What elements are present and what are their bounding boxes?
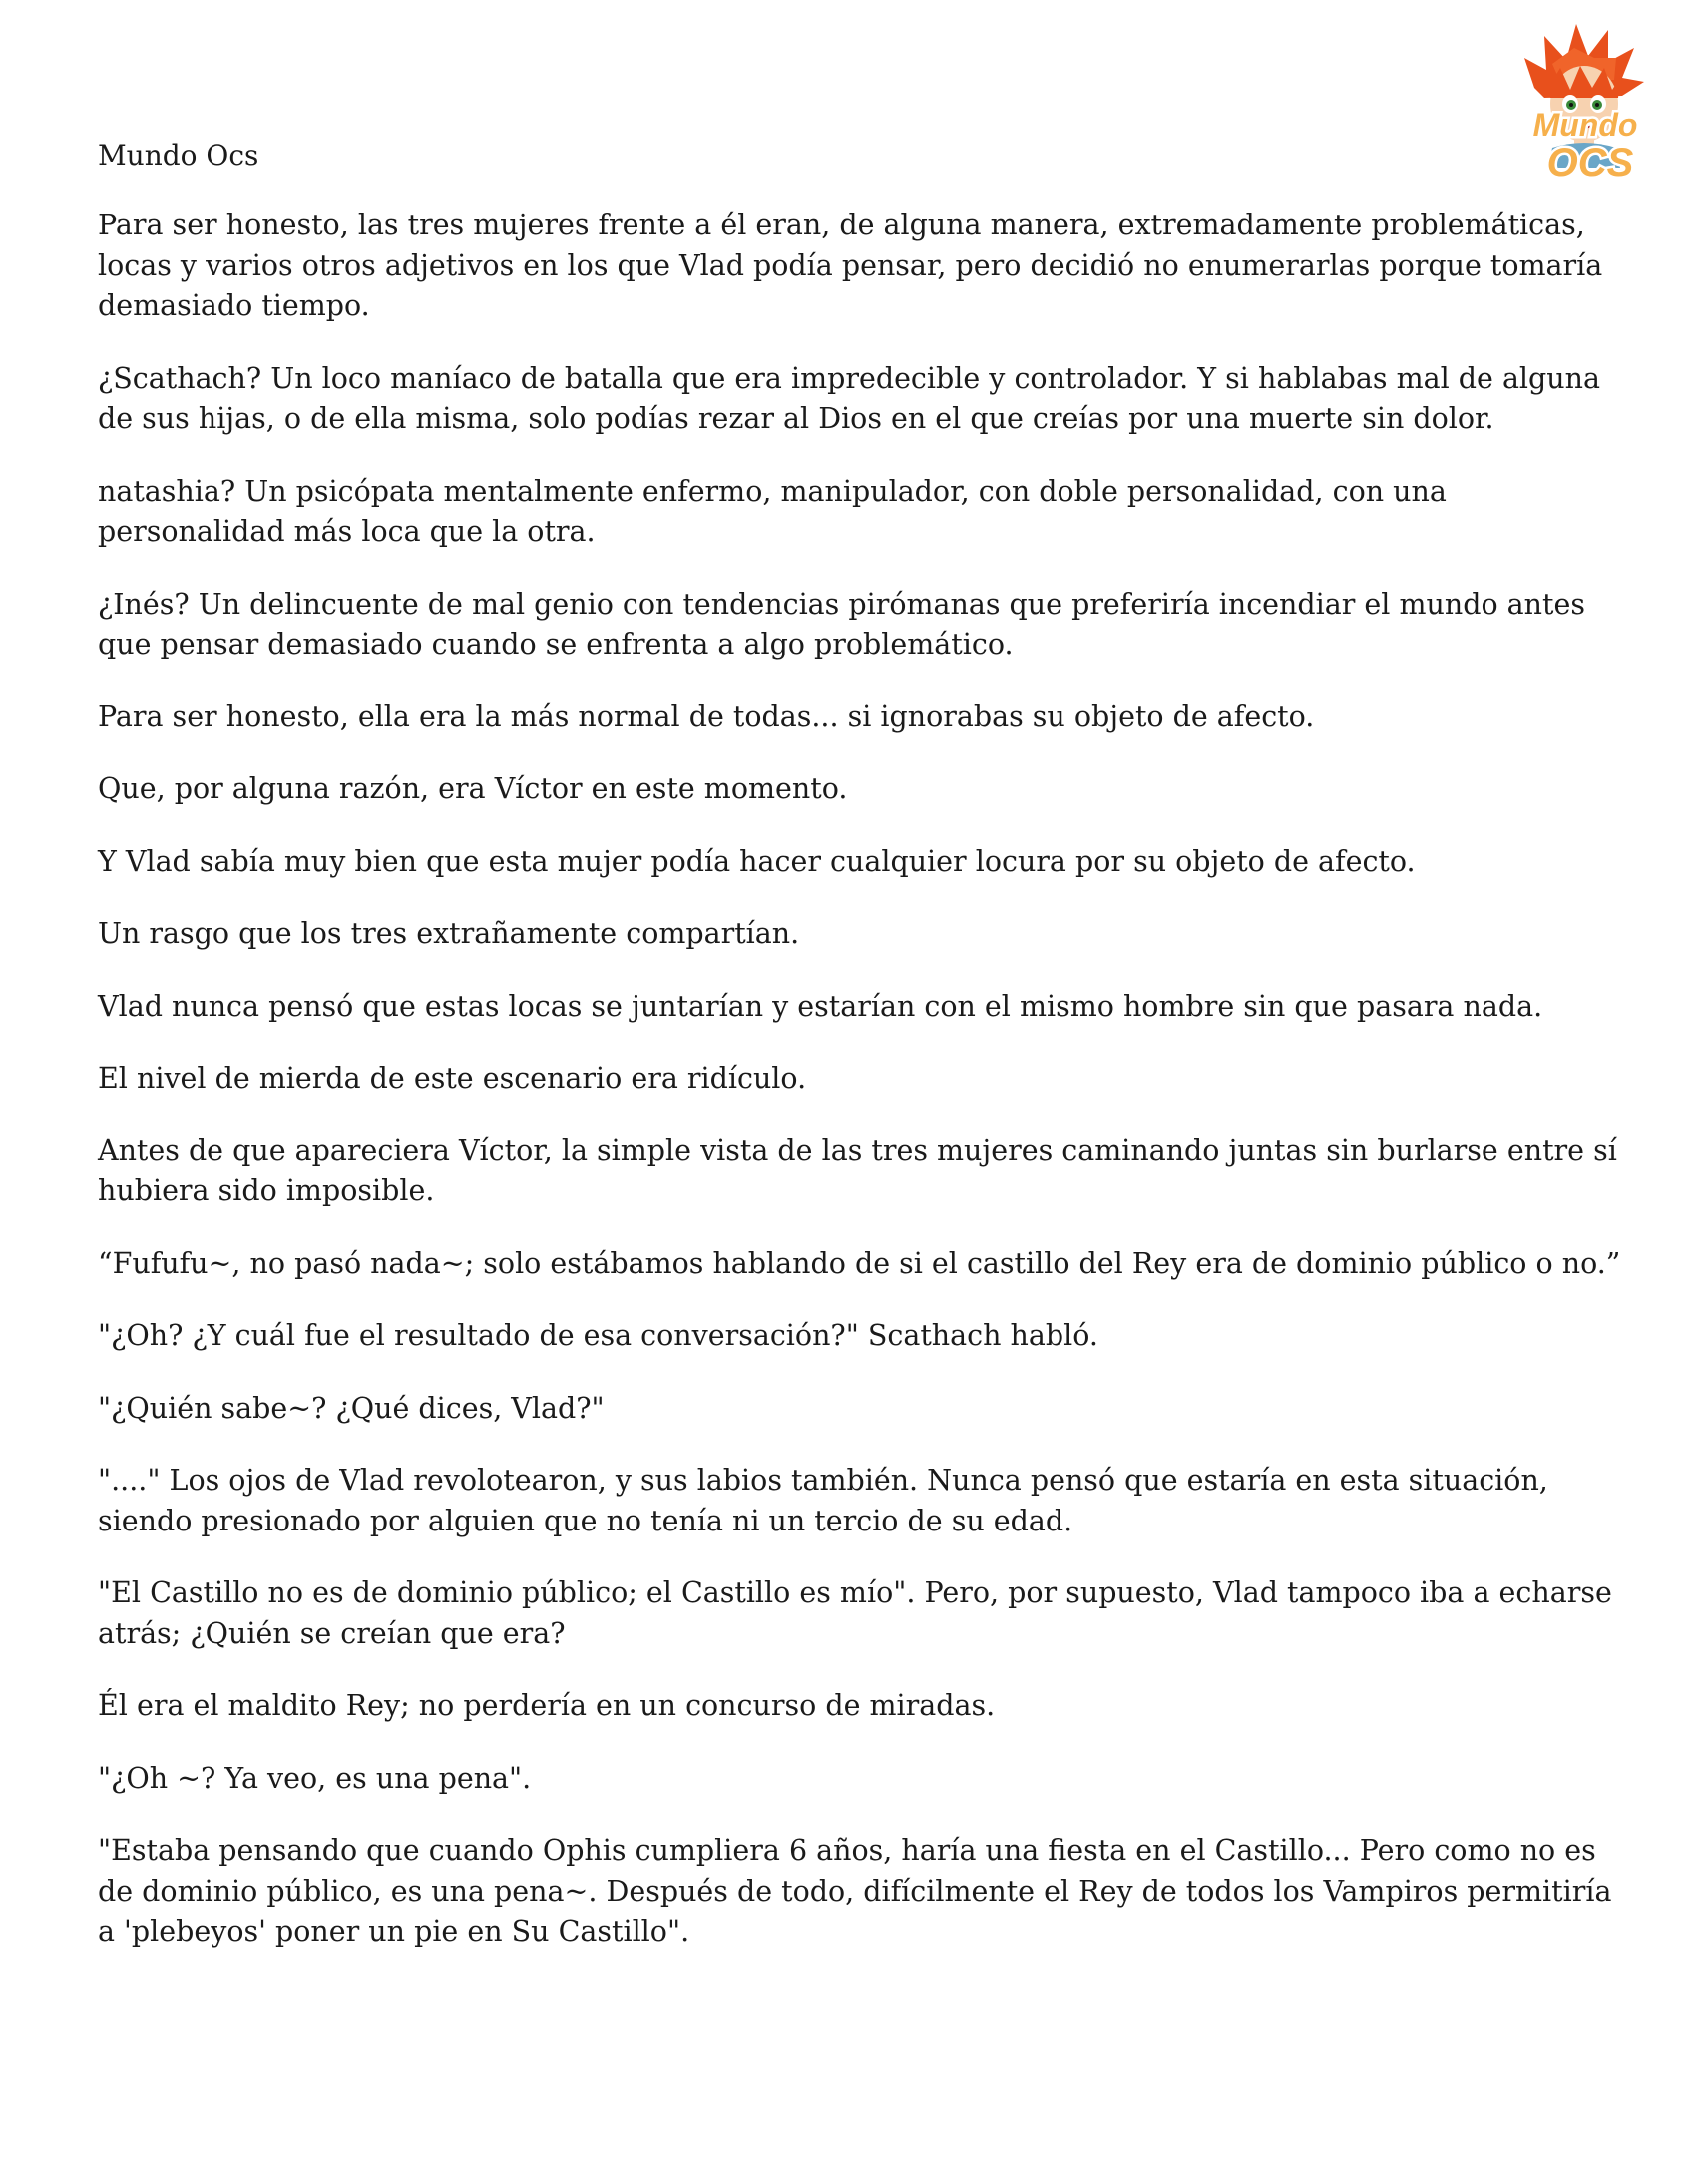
paragraph: "...." Los ojos de Vlad revolotearon, y sus labios también. Nunca pensó que estaría en esta situación, siendo presionado por alguien que no tenía ni un tercio de su edad. bbox=[98, 1464, 1548, 1537]
paragraph: "¿Quién sabe~? ¿Qué dices, Vlad?" bbox=[98, 1391, 605, 1425]
paragraph: “Fufufu~, no pasó nada~; solo estábamos hablando de si el castillo del Rey era de dominio público o no.” bbox=[98, 1246, 1621, 1280]
paragraph: Y Vlad sabía muy bien que esta mujer podía hacer cualquier locura por su objeto de afecto. bbox=[98, 844, 1416, 878]
paragraph: Un rasgo que los tres extrañamente compartían. bbox=[98, 917, 800, 950]
logo-text-line2: OCS bbox=[1546, 141, 1634, 185]
paragraph: ¿Scathach? Un loco maníaco de batalla que era impredecible y controlador. Y si hablabas mal de alguna de sus hijas, o de ella misma, solo podías rezar al Dios en el que creías por una muerte sin dolor. bbox=[98, 361, 1600, 435]
paragraph: ¿Inés? Un delincuente de mal genio con tendencias pirómanas que preferiría incendiar el mundo antes que pensar demasiado cuando se enfrenta a algo problemático. bbox=[98, 587, 1585, 660]
paragraph: El nivel de mierda de este escenario era ridículo. bbox=[98, 1062, 807, 1094]
paragraph: "Estaba pensando que cuando Ophis cumpliera 6 años, haría una fiesta en el Castillo... Pero como no es de dominio público, es una pena~. Después de todo, difícilmente el Rey de todos los Vampiros permitiría a 'plebeyos' poner un pie en Su Castillo". bbox=[98, 1834, 1612, 1948]
logo-text-line1: Mundo bbox=[1532, 107, 1638, 143]
paragraph: Vlad nunca pensó que estas locas se juntarían y estarían con el mismo hombre sin que pasara nada. bbox=[98, 989, 1543, 1023]
paragraph: Para ser honesto, ella era la más normal de todas... si ignorabas su objeto de afecto. bbox=[98, 699, 1315, 733]
body-text bbox=[98, 206, 1634, 1984]
site-logo bbox=[1504, 18, 1666, 188]
paragraph: natashia? Un psicópata mentalmente enfermo, manipulador, con doble personalidad, con una personalidad más loca que la otra. bbox=[98, 474, 1447, 548]
paragraph: "¿Oh? ¿Y cuál fue el resultado de esa conversación?" Scathach habló. bbox=[98, 1319, 1098, 1352]
site-name-header: Mundo Ocs bbox=[98, 139, 259, 172]
paragraph: Antes de que apareciera Víctor, la simple vista de las tres mujeres caminando juntas sin burlarse entre sí hubiera sido imposible. bbox=[98, 1133, 1617, 1207]
paragraph: "El Castillo no es de dominio público; el Castillo es mío". Pero, por supuesto, Vlad tampoco iba a echarse atrás; ¿Quién se creían que era? bbox=[98, 1576, 1612, 1650]
anime-girl-mascot-icon bbox=[1504, 18, 1666, 188]
paragraph: "¿Oh ~? Ya veo, es una pena". bbox=[98, 1761, 532, 1795]
paragraph: Que, por alguna razón, era Víctor en este momento. bbox=[98, 772, 848, 805]
paragraph: Él era el maldito Rey; no perdería en un concurso de miradas. bbox=[98, 1689, 996, 1722]
paragraph: Para ser honesto, las tres mujeres frente a él eran, de alguna manera, extremadamente problemáticas, locas y varios otros adjetivos en los que Vlad podía pensar, pero decidió no enumerarlas porque tomaría demasiado tiempo. bbox=[98, 209, 1603, 322]
